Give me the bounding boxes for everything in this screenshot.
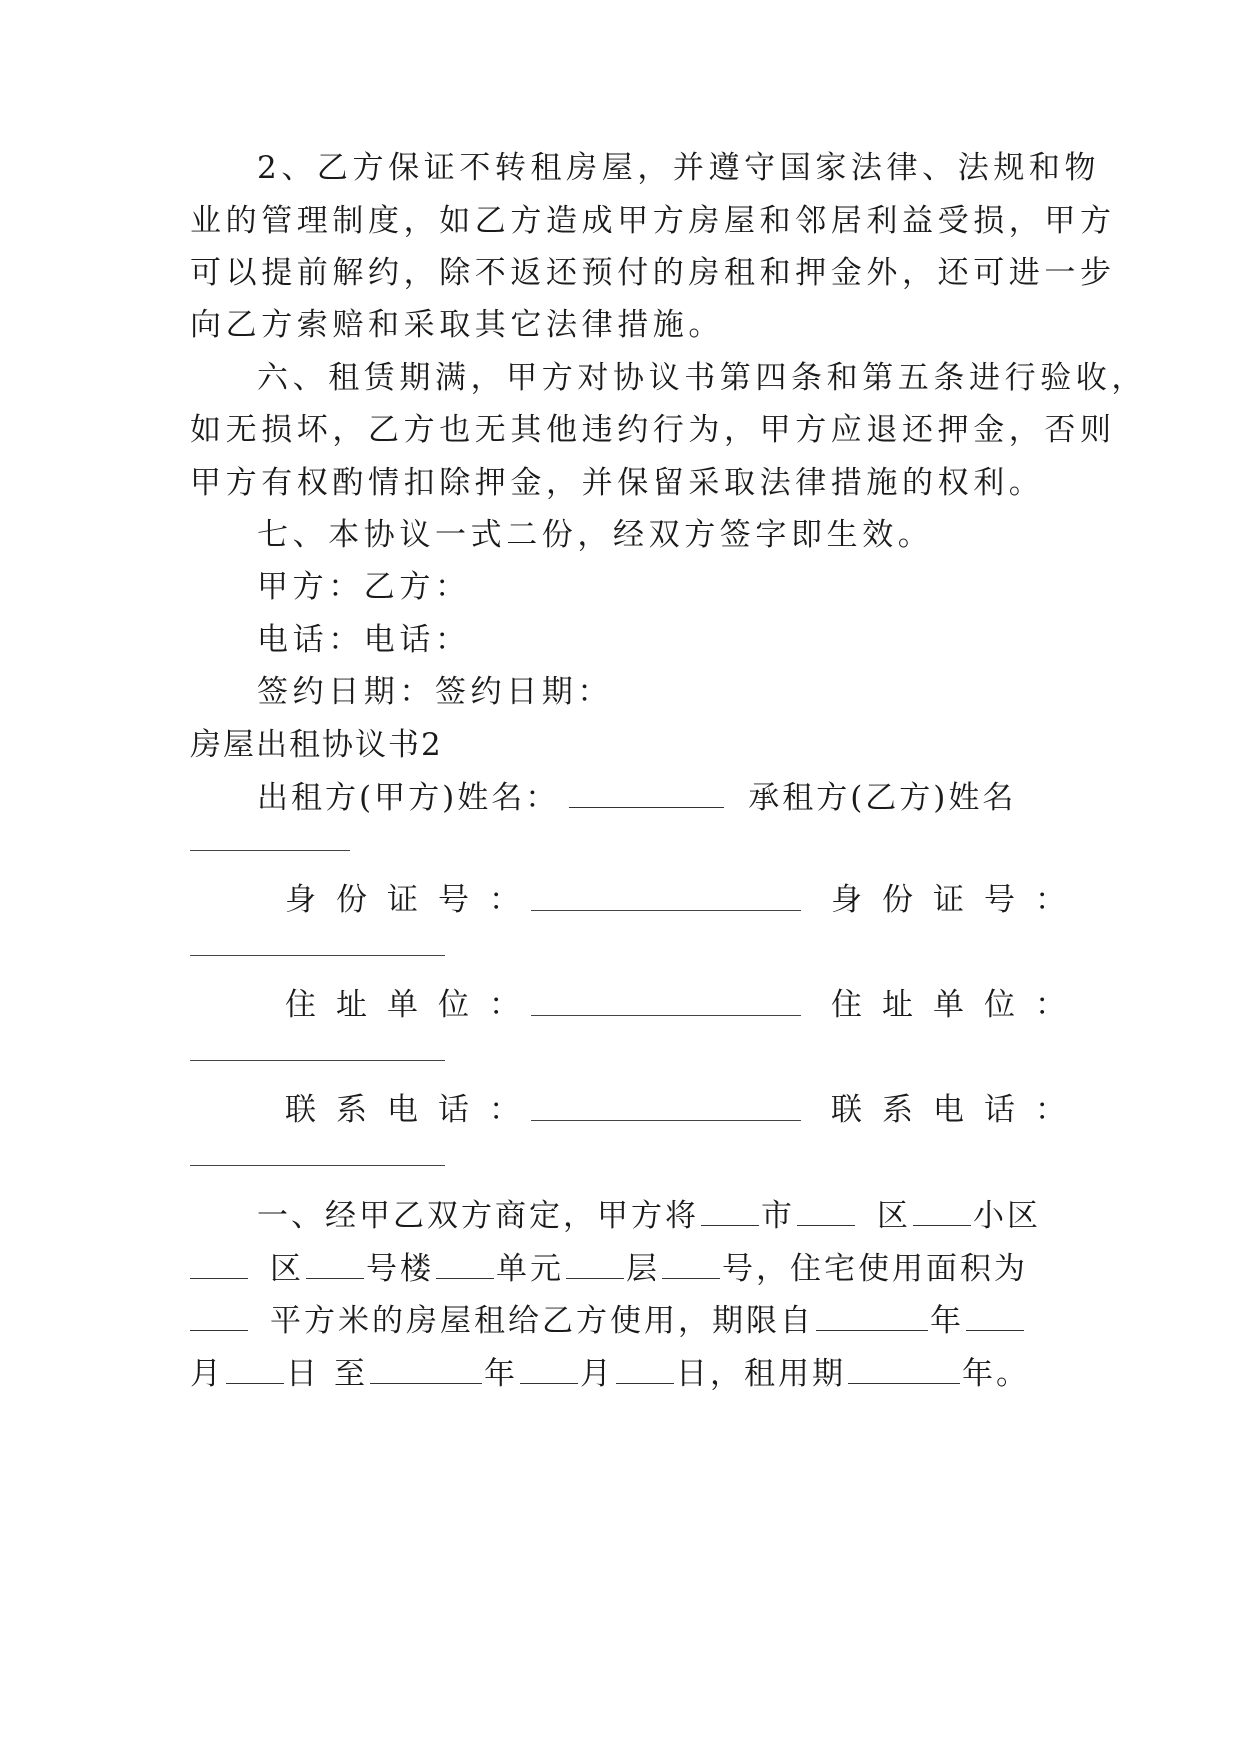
address-label-b: 住址单位： — [831, 987, 1086, 1023]
clause-1-line-2 — [190, 1248, 1050, 1288]
sub-district-label: 区 — [270, 1251, 304, 1287]
clause-6-line-2: 如无损坏，乙方也无其他违约行为，甲方应退还押金，否则 — [190, 412, 1116, 448]
to-label: 至 — [334, 1356, 368, 1392]
clause-1-line-1 — [257, 1195, 1050, 1235]
lessee-id-label — [831, 880, 1086, 920]
end-year-blank — [370, 1353, 482, 1384]
floor-blank — [566, 1248, 624, 1279]
id-number-row — [285, 880, 1086, 920]
unit-blank — [436, 1248, 494, 1279]
term-year-label: 年。 — [962, 1356, 1030, 1392]
clause-7: 七、本协议一式二份，经双方签字即生效。 — [257, 517, 934, 553]
community-label: 小区 — [973, 1198, 1041, 1234]
lessee-name-blank — [190, 850, 350, 851]
sqm-label: 平方米的房屋租给乙方使用，期限自 — [270, 1303, 814, 1339]
start-month-blank — [966, 1300, 1024, 1331]
area-label: 号，住宅使用面积为 — [722, 1251, 1028, 1287]
lessee-phone-blank — [190, 1165, 445, 1166]
lessor-phone-blank — [531, 1090, 801, 1121]
community-blank — [913, 1195, 971, 1226]
phone-label-a: 联系电话： — [285, 1092, 540, 1128]
lessee-name-label: 承租方(乙方)姓名 — [748, 780, 1017, 816]
signature-dates: 签约日期：签约日期： — [257, 674, 613, 710]
clause-1-line-3 — [190, 1300, 1050, 1340]
unit-label: 单元 — [496, 1251, 564, 1287]
id-label-b: 身份证号： — [831, 882, 1086, 918]
lessor-address-label — [285, 985, 540, 1025]
lessor-name-blank — [569, 777, 724, 808]
signature-phones: 电话：电话： — [257, 622, 471, 658]
clause-1-line-4 — [190, 1353, 1070, 1393]
lessor-id-blank — [531, 880, 801, 911]
start-day-blank — [226, 1353, 284, 1384]
lessee-address-blank — [190, 1060, 445, 1061]
end-day-blank — [616, 1353, 674, 1384]
area-blank — [190, 1300, 248, 1331]
district-label: 区 — [877, 1198, 911, 1234]
building-label: 号楼 — [366, 1251, 434, 1287]
end-year-label: 年 — [484, 1356, 518, 1392]
clause-6-line-1: 六、租赁期满，甲方对协议书第四条和第五条进行验收， — [257, 360, 1147, 396]
floor-label: 层 — [626, 1251, 660, 1287]
clause-2-line-4: 向乙方索赔和采取其它法律措施。 — [190, 307, 724, 343]
lessor-name-label: 出租方(甲方)姓名： — [257, 780, 560, 816]
clause-6-line-3: 甲方有权酌情扣除押金，并保留采取法律措施的权利。 — [190, 465, 1045, 501]
phone-label-b: 联系电话： — [831, 1092, 1086, 1128]
end-month-blank — [520, 1353, 578, 1384]
start-year-blank — [816, 1300, 928, 1331]
sub-district-blank — [190, 1248, 248, 1279]
clause-2-line-2 — [190, 201, 1116, 241]
lessee-phone-label — [831, 1090, 1086, 1130]
end-month-label: 月 — [580, 1356, 614, 1392]
lessor-address-blank — [531, 985, 801, 1016]
lessee-id-blank — [190, 955, 445, 956]
signature-parties: 甲方：乙方： — [257, 569, 471, 605]
city-blank — [701, 1195, 759, 1226]
start-year-label: 年 — [930, 1303, 964, 1339]
lessor-phone-label — [285, 1090, 540, 1130]
address-label-a: 住址单位： — [285, 987, 540, 1023]
term-label: 日，租用期 — [676, 1356, 846, 1392]
address-row — [285, 985, 1086, 1025]
clause-2-line-2-text: 业的管理制度，如乙方造成甲方房屋和邻居利益受损，甲方 — [190, 203, 1116, 239]
start-day-label: 日 — [286, 1356, 320, 1392]
clause-2-line-3: 可以提前解约，除不返还预付的房租和押金外，还可进一步 — [190, 255, 1116, 291]
room-blank — [662, 1248, 720, 1279]
city-label: 市 — [761, 1198, 795, 1234]
building-blank — [306, 1248, 364, 1279]
lessee-address-label — [831, 985, 1086, 1025]
clause-2-line-1: 2、乙方保证不转租房屋，并遵守国家法律、法规和物 — [257, 150, 1101, 186]
id-label-a: 身份证号： — [285, 882, 540, 918]
lessor-id-label — [285, 880, 540, 920]
term-blank — [848, 1353, 960, 1384]
start-month-label: 月 — [190, 1356, 224, 1392]
phone-row — [285, 1090, 1086, 1130]
district-blank — [797, 1195, 855, 1226]
section-title: 房屋出租协议书2 — [190, 727, 443, 763]
clause-1-intro: 一、经甲乙双方商定，甲方将 — [257, 1198, 699, 1234]
lessor-lessee-names — [257, 777, 1050, 817]
